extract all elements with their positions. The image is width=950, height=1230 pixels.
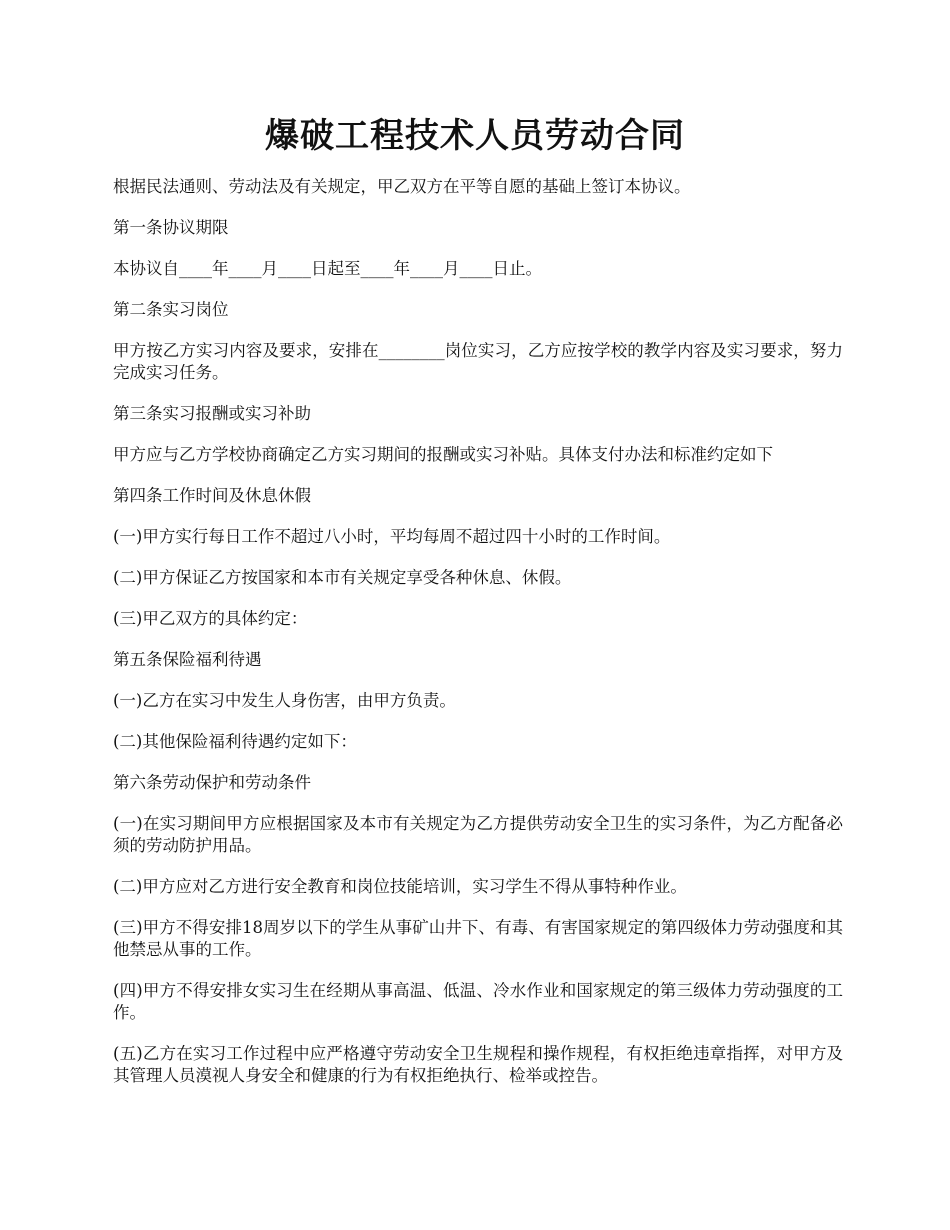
- article-1-text: 本协议自____年____月____日起至____年____月____日止。: [113, 259, 542, 278]
- article-5-item-1: (一)乙方在实习中发生人身伤害，由甲方负责。: [113, 691, 456, 710]
- article-6-item-4: (四)甲方不得安排女实习生在经期从事高温、低温、冷水作业和国家规定的第三级体力劳动强度的工作。: [113, 981, 843, 1022]
- article-1-heading: 第一条协议期限: [113, 218, 229, 237]
- article-2-heading: 第二条实习岗位: [113, 300, 229, 319]
- article-3-text: 甲方应与乙方学校协商确定乙方实习期间的报酬或实习补贴。具体支付办法和标准约定如下: [113, 445, 773, 464]
- article-2-text: 甲方按乙方实习内容及要求，安排在________岗位实习，乙方应按学校的教学内容及实习要求，努力完成实习任务。: [113, 341, 843, 382]
- document-body: [113, 176, 843, 1106]
- article-3-heading: 第三条实习报酬或实习补助: [113, 404, 311, 423]
- article-4-item-3: (三)甲乙双方的具体约定：: [113, 609, 308, 628]
- document-title: 爆破工程技术人员劳动合同: [265, 116, 685, 156]
- article-6-item-2: (二)甲方应对乙方进行安全教育和岗位技能培训，实习学生不得从事特种作业。: [113, 877, 687, 896]
- article-6-item-5: (五)乙方在实习工作过程中应严格遵守劳动安全卫生规程和操作规程，有权拒绝违章指挥，对甲方及其管理人员漠视人身安全和健康的行为有权拒绝执行、检举或控告。: [113, 1044, 843, 1085]
- article-4-heading: 第四条工作时间及休息休假: [113, 486, 311, 505]
- article-6-heading: 第六条劳动保护和劳动条件: [113, 773, 311, 792]
- article-5-item-2: (二)其他保险福利待遇约定如下：: [113, 732, 357, 751]
- article-5-heading: 第五条保险福利待遇: [113, 650, 262, 669]
- intro-paragraph: 根据民法通则、劳动法及有关规定，甲乙双方在平等自愿的基础上签订本协议。: [113, 177, 691, 196]
- article-6-item-1: (一)在实习期间甲方应根据国家及本市有关规定为乙方提供劳动安全卫生的实习条件，为乙方配备必须的劳动防护用品。: [113, 814, 843, 855]
- article-6-item-3: (三)甲方不得安排18周岁以下的学生从事矿山井下、有毒、有害国家规定的第四级体力劳动强度和其他禁忌从事的工作。: [113, 918, 843, 959]
- article-4-item-1: (一)甲方实行每日工作不超过八小时，平均每周不超过四十小时的工作时间。: [113, 527, 671, 546]
- article-4-item-2: (二)甲方保证乙方按国家和本市有关规定享受各种休息、休假。: [113, 568, 572, 587]
